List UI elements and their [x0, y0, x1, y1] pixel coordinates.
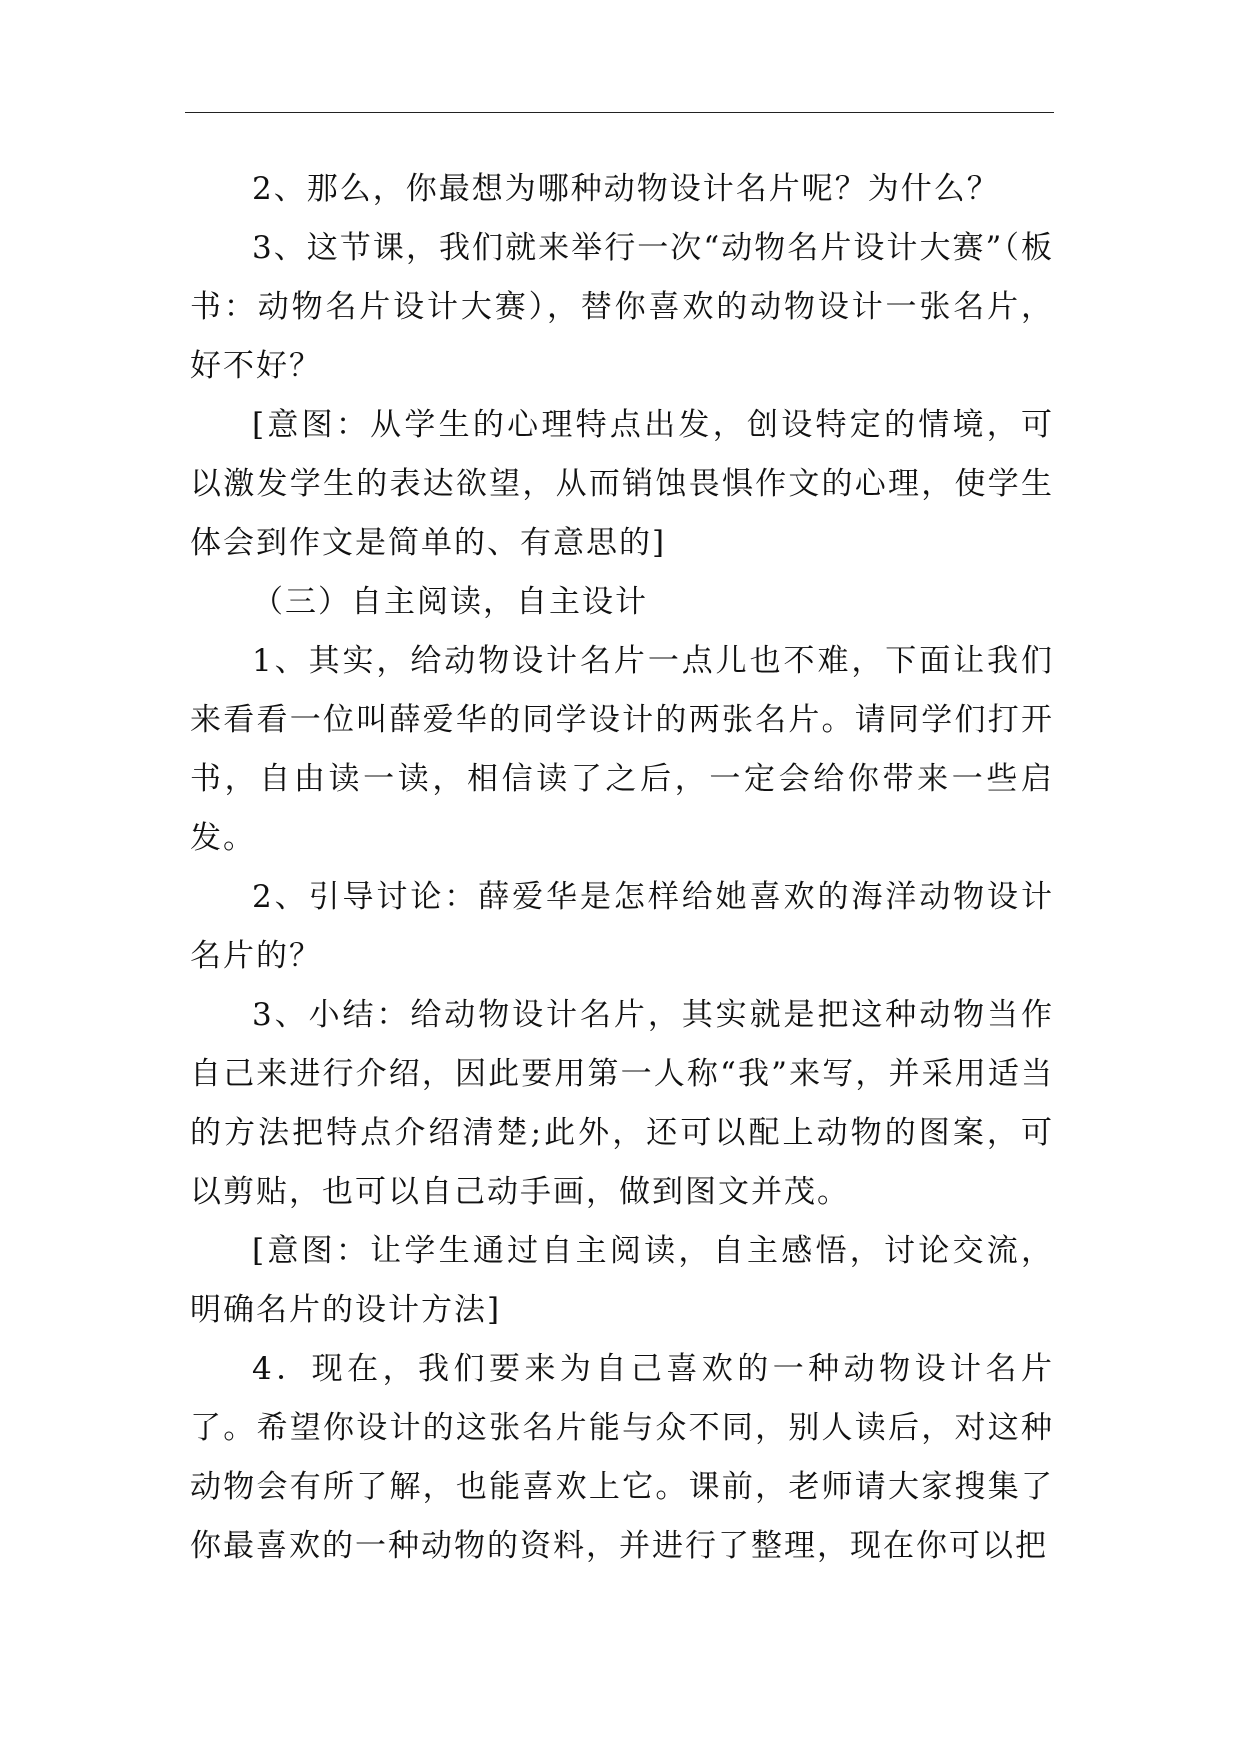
paragraph: 1、其实，给动物设计名片一点儿也不难，下面让我们来看看一位叫薛爱华的同学设计的两张名片。请同学们打开书，自由读一读，相信读了之后，一定会给你带来一些启发。	[190, 643, 1054, 856]
paragraph: 4．现在，我们要来为自己喜欢的一种动物设计名片了。希望你设计的这张名片能与众不同，别人读后，对这种动物会有所了解，也能喜欢上它。课前，老师请大家搜集了你最喜欢的一种动物的资料，并进行了整理，现在你可以把	[190, 1351, 1054, 1564]
section-heading: （三）自主阅读，自主设计	[252, 584, 648, 620]
paragraph: 2、引导讨论：薛爱华是怎样给她喜欢的海洋动物设计名片的？	[190, 879, 1054, 974]
paragraph: 3、小结：给动物设计名片，其实就是把这种动物当作自己来进行介绍，因此要用第一人称“我”来写，并采用适当的方法把特点介绍清楚;此外，还可以配上动物的图案，可以剪贴，也可以自己动手画，做到图文并茂。	[190, 997, 1054, 1210]
paragraph: 3、这节课，我们就来举行一次“动物名片设计大赛”（板书：动物名片设计大赛），替你喜欢的动物设计一张名片，好不好？	[190, 230, 1054, 384]
paragraph: 2、那么，你最想为哪种动物设计名片呢？为什么？	[252, 171, 1000, 207]
header-rule	[185, 112, 1054, 113]
document-body	[190, 160, 1054, 1576]
paragraph: [意图：让学生通过自主阅读，自主感悟，讨论交流，明确名片的设计方法]	[190, 1233, 1054, 1328]
paragraph: [意图：从学生的心理特点出发，创设特定的情境，可以激发学生的表达欲望，从而销蚀畏惧作文的心理，使学生体会到作文是简单的、有意思的]	[190, 407, 1054, 561]
